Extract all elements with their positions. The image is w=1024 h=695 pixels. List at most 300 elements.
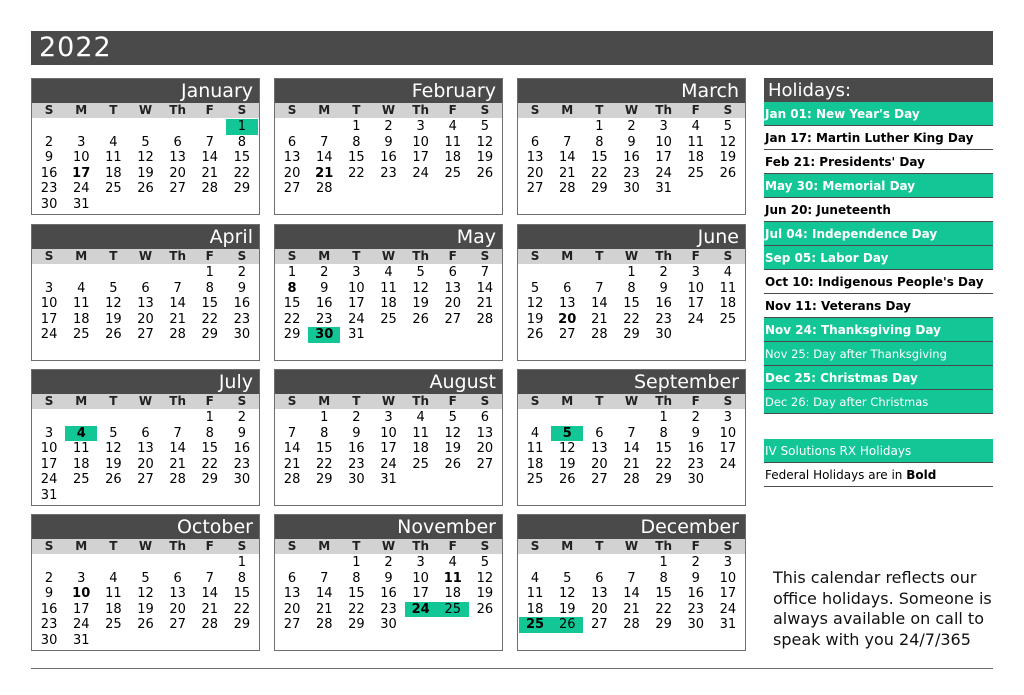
weekday-label: W [138,249,153,263]
day-grid [275,118,502,197]
weekday-label: W [624,249,639,263]
day-cell: 17 [719,441,737,456]
day-cell: 14 [169,441,186,456]
weekday-label: M [318,103,331,117]
day-cell: 24 [687,311,705,327]
empty-day [97,410,129,426]
day-cell: 25 [105,181,122,196]
day-cell: 11 [412,425,429,441]
day-cell: 25 [437,602,469,618]
empty-day [519,555,551,571]
weekday-label: Th [169,103,186,117]
weekday-label: M [75,249,88,263]
weekday-label: F [448,249,457,263]
day-cell: 9 [659,280,668,296]
day-cell: 12 [412,280,429,296]
day-cell: 15 [201,441,219,456]
empty-day [583,555,615,571]
weekday-label: W [624,103,639,117]
day-cell: 4 [416,410,425,425]
day-cell: 21 [476,296,494,311]
weekday-label: Th [412,539,429,553]
day-cell: 26 [137,617,154,632]
month-may [274,224,503,361]
weekday-label: F [205,539,214,553]
day-cell: 8 [205,280,214,296]
day-cell: 4 [65,426,97,442]
day-cell: 28 [558,181,576,196]
weekday-header [275,539,502,554]
day-cell: 3 [659,119,668,134]
day-cell: 8 [320,425,329,441]
day-cell: 18 [72,456,90,472]
empty-day [162,410,194,426]
day-cell: 31 [348,327,365,342]
day-cell: 6 [595,570,604,586]
day-cell: 19 [476,586,494,601]
day-cell: 20 [169,601,186,617]
day-cell: 4 [77,280,86,296]
day-cell: 7 [173,425,182,441]
day-cell: 19 [719,150,737,165]
day-cell: 2 [384,119,393,134]
weekday-label: S [723,539,733,553]
day-cell: 3 [691,265,700,280]
weekday-label: T [109,539,118,553]
weekday-header [275,103,502,118]
day-cell: 1 [205,410,214,425]
day-cell: 14 [623,586,640,601]
day-cell: 27 [169,181,186,196]
day-cell: 19 [137,165,154,181]
day-cell: 11 [526,586,544,601]
day-cell: 8 [287,280,297,296]
weekday-label: M [561,539,574,553]
day-cell: 3 [44,280,54,296]
day-cell: 17 [348,296,365,311]
day-cell: 26 [476,165,494,181]
weekday-label: M [75,103,88,117]
day-cell: 5 [141,134,150,150]
day-grid [518,118,745,197]
day-cell: 16 [233,441,251,456]
day-cell: 10 [655,134,672,150]
day-cell: 11 [105,586,122,601]
day-cell: 13 [444,280,462,296]
day-cell: 1 [595,119,604,134]
day-cell: 14 [169,296,186,311]
legend-federal-bold: Bold [906,468,937,482]
day-cell: 19 [558,456,576,472]
weekday-label: F [448,103,457,117]
day-cell: 16 [40,601,58,617]
day-cell: 4 [530,570,540,586]
day-cell: 1 [659,555,668,570]
day-grid [275,409,502,488]
holiday-item: Nov 25: Day after Thanksgiving [764,342,993,366]
day-cell: 25 [380,311,397,327]
day-cell: 24 [719,456,737,472]
empty-day [194,555,226,571]
day-cell: 7 [205,570,214,586]
empty-day [65,555,97,571]
legend-federal-prefix: Federal Holidays are in [765,468,907,482]
day-cell: 3 [384,410,393,425]
day-cell: 15 [315,441,333,456]
weekday-label: Th [655,103,672,117]
day-cell: 2 [44,134,54,150]
weekday-label: T [352,394,361,408]
empty-day [551,265,583,281]
weekday-label: W [624,539,639,553]
day-cell: 2 [691,555,700,570]
day-cell: 26 [526,327,544,342]
weekday-header [32,249,259,264]
day-cell: 11 [72,441,90,456]
day-cell: 25 [719,311,737,327]
day-cell: 7 [563,134,572,150]
day-cell: 26 [444,456,462,472]
weekday-label: M [75,394,88,408]
weekday-label: T [595,539,604,553]
weekday-label: F [205,249,214,263]
weekday-label: S [480,394,490,408]
month-name: September [518,370,745,394]
day-cell: 9 [384,570,393,586]
day-cell: 30 [687,472,705,487]
day-cell: 31 [72,196,90,212]
day-cell: 17 [719,586,737,601]
month-january [31,78,260,215]
weekday-label: S [530,103,540,117]
day-cell: 16 [380,150,397,165]
holiday-item: Nov 11: Veterans Day [764,294,993,318]
day-grid [518,264,745,343]
day-cell: 12 [558,586,576,601]
holidays-title: Holidays: [764,78,993,102]
weekday-label: S [723,103,733,117]
day-cell: 18 [380,296,397,311]
day-cell: 23 [233,456,251,472]
weekday-label: Th [412,249,429,263]
day-cell: 9 [627,134,636,150]
day-cell: 13 [137,296,154,311]
day-cell: 18 [526,456,544,472]
empty-day [308,555,340,571]
weekday-label: Th [169,539,186,553]
empty-day [276,410,308,426]
weekday-label: S [237,394,247,408]
day-cell: 13 [591,586,608,601]
day-cell: 23 [655,311,672,327]
day-cell: 28 [169,472,186,487]
weekday-label: M [75,539,88,553]
weekday-label: F [691,539,700,553]
day-cell: 25 [72,472,90,487]
empty-day [615,555,647,571]
day-cell: 16 [623,150,640,165]
weekday-label: Th [412,103,429,117]
day-cell: 9 [691,425,700,441]
holiday-item: Dec 25: Christmas Day [764,366,993,390]
day-cell: 8 [627,280,636,296]
day-cell: 11 [443,570,462,586]
day-cell: 14 [558,150,576,165]
day-cell: 18 [72,311,90,327]
day-cell: 20 [476,441,494,456]
day-cell: 15 [655,586,672,601]
day-cell: 26 [719,165,737,181]
day-cell: 28 [201,617,219,632]
day-cell: 6 [287,134,297,150]
day-cell: 19 [558,601,576,617]
day-grid [32,409,259,503]
day-cell: 9 [320,280,329,296]
empty-day [97,119,129,135]
day-cell: 24 [655,165,672,181]
month-name: January [32,79,259,103]
weekday-header [518,103,745,118]
day-cell: 27 [444,311,462,327]
day-cell: 30 [623,181,640,196]
day-cell: 9 [352,425,361,441]
holiday-item: Sep 05: Labor Day [764,246,993,270]
day-cell: 21 [623,456,640,472]
day-cell: 4 [384,265,393,280]
day-cell: 26 [137,181,154,196]
holiday-item: Oct 10: Indigenous People's Day [764,270,993,294]
day-cell: 17 [655,150,672,165]
day-cell: 15 [201,296,219,311]
holiday-item: Jan 17: Martin Luther King Day [764,126,993,150]
day-cell: 11 [719,280,737,296]
empty-day [162,119,194,135]
day-cell: 3 [352,265,361,280]
day-cell: 10 [412,134,429,150]
day-cell: 30 [687,617,705,632]
day-cell: 29 [315,472,333,487]
weekday-label: S [287,249,297,263]
weekday-label: F [205,394,214,408]
day-cell: 1 [205,265,214,280]
day-cell: 29 [591,181,608,196]
day-cell: 7 [320,134,329,150]
day-cell: 5 [551,426,583,442]
day-cell: 3 [723,410,733,425]
day-cell: 1 [352,555,361,570]
day-cell: 25 [526,472,544,487]
weekday-header [275,394,502,409]
day-cell: 13 [137,441,154,456]
day-cell: 4 [109,570,118,586]
day-cell: 21 [315,165,334,181]
day-cell: 1 [226,119,258,135]
month-december [517,514,746,651]
day-cell: 24 [348,311,365,327]
day-cell: 12 [558,441,576,456]
empty-day [551,555,583,571]
month-name: February [275,79,502,103]
day-cell: 6 [530,134,540,150]
day-cell: 10 [687,280,705,296]
day-cell: 25 [519,617,551,633]
holidays-list [764,102,993,414]
day-cell: 23 [315,311,333,327]
day-cell: 5 [416,265,425,280]
day-cell: 21 [558,165,576,181]
day-cell: 18 [444,150,462,165]
day-cell: 22 [315,456,333,472]
day-cell: 30 [348,472,365,487]
day-cell: 22 [655,601,672,617]
weekday-label: W [381,103,396,117]
day-cell: 18 [105,601,122,617]
day-cell: 15 [655,441,672,456]
day-grid [275,554,502,633]
day-cell: 29 [201,472,219,487]
day-cell: 8 [237,134,247,150]
month-august [274,369,503,506]
weekday-label: T [595,249,604,263]
day-cell: 10 [719,425,737,441]
day-cell: 20 [137,311,154,327]
day-cell: 1 [237,555,247,570]
day-cell: 16 [233,296,251,311]
day-cell: 6 [141,280,150,296]
day-cell: 8 [595,134,604,150]
day-cell: 4 [530,425,540,441]
day-cell: 9 [691,570,700,586]
day-grid [275,264,502,343]
day-cell: 3 [416,555,425,570]
day-cell: 3 [77,570,86,586]
month-name: May [275,225,502,249]
empty-day [65,119,97,135]
month-april [31,224,260,361]
weekday-label: S [237,539,247,553]
month-march [517,78,746,215]
weekday-label: Th [655,394,672,408]
day-cell: 13 [283,150,301,165]
day-cell: 9 [44,150,54,165]
empty-day [129,119,161,135]
day-cell: 22 [348,601,365,617]
day-grid [518,554,745,633]
day-cell: 10 [380,425,397,441]
day-cell: 23 [233,311,251,327]
weekday-label: T [595,394,604,408]
day-cell: 25 [412,456,429,472]
month-name: April [32,225,259,249]
weekday-header [518,249,745,264]
day-cell: 7 [287,425,297,441]
day-cell: 8 [205,425,214,441]
day-cell: 28 [201,181,219,196]
day-cell: 28 [623,617,640,632]
day-cell: 31 [380,472,397,487]
day-cell: 20 [591,456,608,472]
empty-day [129,265,161,281]
day-cell: 2 [237,265,247,280]
day-cell: 14 [623,441,640,456]
weekday-label: S [44,103,54,117]
day-cell: 10 [348,280,365,296]
day-cell: 12 [105,296,122,311]
day-cell: 21 [201,165,219,181]
day-cell: 17 [72,165,91,181]
day-cell: 30 [233,327,251,342]
weekday-label: Th [169,249,186,263]
weekday-label: F [691,394,700,408]
day-cell: 27 [526,181,544,196]
day-cell: 25 [687,165,705,181]
day-cell: 30 [655,327,672,342]
day-cell: 4 [448,119,457,134]
day-cell: 4 [109,134,118,150]
empty-day [97,265,129,281]
day-cell: 20 [137,456,154,472]
empty-day [162,555,194,571]
day-cell: 15 [283,296,301,311]
day-cell: 6 [480,410,490,425]
month-november [274,514,503,651]
day-cell: 29 [655,617,672,632]
day-cell: 6 [563,280,572,296]
day-cell: 29 [201,327,219,342]
weekday-label: M [318,249,331,263]
day-cell: 19 [105,456,122,472]
day-cell: 7 [480,265,490,280]
day-cell: 30 [40,196,58,212]
day-cell: 31 [655,181,672,196]
empty-day [276,119,308,135]
day-cell: 5 [723,119,733,134]
day-cell: 16 [687,441,705,456]
day-cell: 2 [44,570,54,586]
day-cell: 9 [237,425,247,441]
day-cell: 27 [169,617,186,632]
day-cell: 7 [205,134,214,150]
weekday-label: W [624,394,639,408]
day-cell: 14 [315,586,333,601]
day-cell: 23 [348,456,365,472]
day-cell: 10 [40,441,58,456]
day-cell: 21 [169,456,186,472]
day-cell: 19 [137,601,154,617]
day-cell: 22 [623,311,640,327]
day-cell: 17 [380,441,397,456]
day-cell: 18 [444,586,462,601]
day-cell: 28 [315,181,333,196]
day-cell: 27 [137,472,154,487]
office-note: This calendar reflects our office holidays. Someone is always available on call to speak with you 24/7/365 [773,568,992,649]
day-cell: 12 [137,150,154,165]
day-grid [518,409,745,488]
day-cell: 27 [283,617,301,632]
day-cell: 16 [315,296,333,311]
day-cell: 20 [169,165,186,181]
weekday-label: S [530,394,540,408]
day-cell: 10 [719,570,737,586]
weekday-header [275,249,502,264]
day-cell: 3 [416,119,425,134]
day-cell: 11 [380,280,397,296]
empty-day [129,410,161,426]
day-cell: 27 [558,327,576,342]
day-cell: 16 [655,296,672,311]
day-cell: 13 [526,150,544,165]
day-cell: 18 [719,296,737,311]
